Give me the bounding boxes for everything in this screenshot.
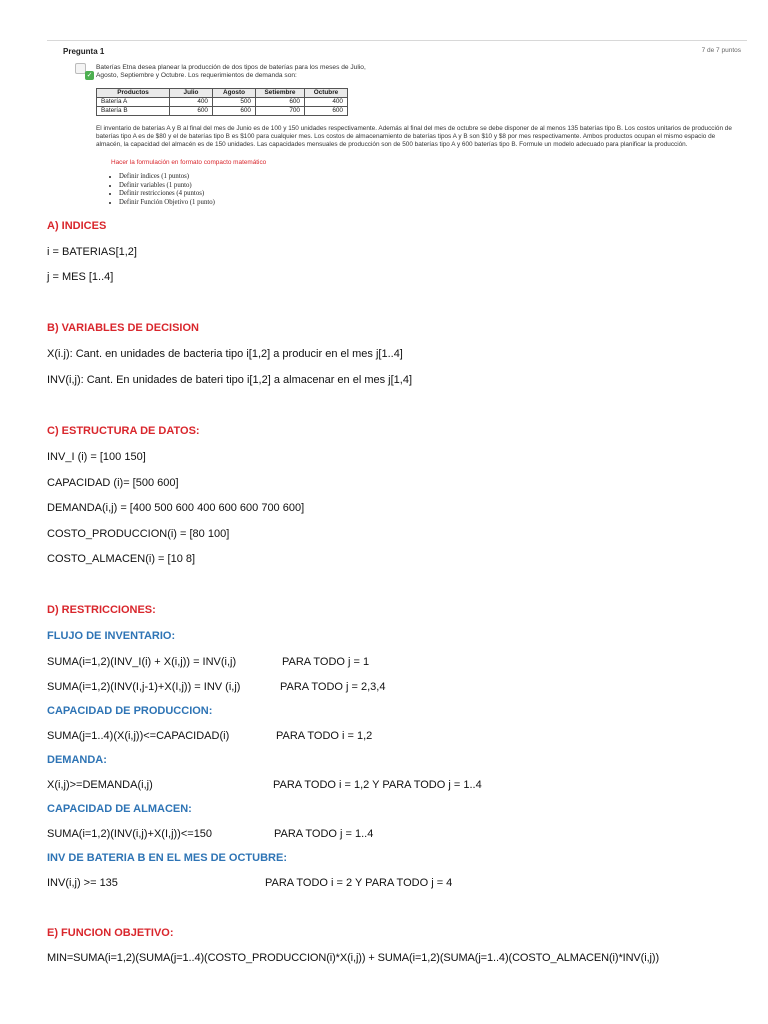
data-inv-i: INV_I (i) = [100 150] bbox=[47, 451, 146, 463]
table-header: Agosto bbox=[213, 89, 256, 98]
table-header: Productos bbox=[97, 89, 170, 98]
index-i: i = BATERIAS[1,2] bbox=[47, 246, 137, 258]
variable-inv: INV(i,j): Cant. En unidades de bateri tipo i[1,2] a almacenar en el mes j[1,4] bbox=[47, 374, 413, 386]
list-item: • Definir restricciones (4 puntos) bbox=[119, 190, 215, 199]
table-row bbox=[97, 107, 348, 116]
demanda-title: DEMANDA: bbox=[47, 754, 107, 766]
question-paragraph: El inventario de baterías A y B al final del mes de Junio es de 100 y 150 unidades respectivamente. Además al final del mes de octubre se debe disponer de al menos 135 baterías tipo B. Los costos unitarios de producción de baterías tipo A es de $80 y el de baterías tipo B es $100 para cualquier mes. Los costos de almacenamiento de baterías tipos A y B son $10 y $8 por mes respectivamente. Ambos productos ocupan el mismo espacio de almacén, la capacidad del almacén es de 150 unidades. Las capacidades mensuales de producción son de 500 baterías tipo A y 600 baterías tipo B. Formule un modelo adecuado para planificar la producción. bbox=[96, 125, 732, 148]
demanda-constraint: X(i,j)>=DEMANDA(i,j) bbox=[47, 779, 153, 791]
table-header: Julio bbox=[170, 89, 213, 98]
list-item: • Definir variables (1 punto) bbox=[119, 182, 215, 191]
demand-table bbox=[96, 88, 348, 116]
section-e-title: E) FUNCION OBJETIVO: bbox=[47, 927, 174, 939]
demanda-condition: PARA TODO i = 1,2 Y PARA TODO j = 1..4 bbox=[273, 779, 482, 791]
flujo-condition-1: PARA TODO j = 1 bbox=[282, 656, 370, 668]
table-cell: 600 bbox=[213, 107, 256, 116]
table-cell: 400 bbox=[170, 98, 213, 107]
section-a-title: A) INDICES bbox=[47, 220, 107, 232]
capacidad-constraint: SUMA(j=1..4)(X(i,j))<=CAPACIDAD(i) bbox=[47, 730, 230, 742]
almacen-title: CAPACIDAD DE ALMACEN: bbox=[47, 803, 192, 815]
flujo-title: FLUJO DE INVENTARIO: bbox=[47, 630, 176, 642]
data-capacidad: CAPACIDAD (i)= [500 600] bbox=[47, 477, 179, 489]
table-cell: 500 bbox=[213, 98, 256, 107]
list-item: • Definir índices (1 puntos) bbox=[119, 173, 215, 182]
table-cell: 700 bbox=[256, 107, 305, 116]
flujo-constraint-1: SUMA(i=1,2)(INV_I(i) + X(i,j)) = INV(i,j) bbox=[47, 656, 237, 668]
table-cell: Batería A bbox=[97, 98, 170, 107]
intro-line-1: Baterías Etna desea planear la producción de dos tipos de baterías para los meses de Julio, bbox=[96, 64, 366, 71]
data-costo-almacen: COSTO_ALMACEN(i) = [10 8] bbox=[47, 553, 196, 565]
checkmark-icon: ✓ bbox=[86, 72, 93, 79]
table-cell: 600 bbox=[305, 107, 348, 116]
section-c-title: C) ESTRUCTURA DE DATOS: bbox=[47, 425, 200, 437]
capacidad-condition: PARA TODO i = 1,2 bbox=[276, 730, 373, 742]
almacen-condition: PARA TODO j = 1..4 bbox=[274, 828, 374, 840]
capacidad-title: CAPACIDAD DE PRODUCCION: bbox=[47, 705, 213, 717]
table-header: Setiembre bbox=[256, 89, 305, 98]
question-intro bbox=[96, 64, 426, 80]
inv-bateria-b-condition: PARA TODO i = 2 Y PARA TODO j = 4 bbox=[265, 877, 453, 889]
table-cell: 600 bbox=[170, 107, 213, 116]
table-row bbox=[97, 98, 348, 107]
section-d-title: D) RESTRICCIONES: bbox=[47, 604, 156, 616]
index-j: j = MES [1..4] bbox=[47, 271, 114, 283]
table-header: Octubre bbox=[305, 89, 348, 98]
flujo-condition-2: PARA TODO j = 2,3,4 bbox=[280, 681, 386, 693]
flujo-constraint-2: SUMA(i=1,2)(INV(I,j-1)+X(I,j)) = INV (i,j) bbox=[47, 681, 241, 693]
intro-line-2: Agosto, Septiembre y Octubre. Los requerimientos de demanda son: bbox=[96, 72, 297, 79]
question-screenshot bbox=[47, 40, 747, 209]
variable-x: X(i.j): Cant. en unidades de bacteria tipo i[1,2] a producir en el mes j[1..4] bbox=[47, 348, 403, 360]
table-cell: Batería B bbox=[97, 107, 170, 116]
almacen-constraint: SUMA(i=1,2)(INV(i,j)+X(I,j))<=150 bbox=[47, 828, 213, 840]
inv-bateria-b-constraint: INV(i,j) >= 135 bbox=[47, 877, 118, 889]
data-demanda: DEMANDA(i,j) = [400 500 600 400 600 600 700 600] bbox=[47, 502, 305, 514]
inv-bateria-b-title: INV DE BATERIA B EN EL MES DE OCTUBRE: bbox=[47, 852, 287, 864]
list-item: • Definir Función Objetivo (1 punto) bbox=[119, 199, 215, 208]
data-costo-produccion: COSTO_PRODUCCION(i) = [80 100] bbox=[47, 528, 230, 540]
objective-function: MIN=SUMA(i=1,2)(SUMA(j=1..4)(COSTO_PRODUCCION(i)*X(i,j)) + SUMA(i=1,2)(SUMA(j=1..4)(COSTO_ALMACEN(i)*INV(i,j)) bbox=[47, 952, 660, 964]
red-note: Hacer la formulación en formato compacto matemático bbox=[111, 159, 267, 166]
question-title: Pregunta 1 bbox=[63, 47, 105, 56]
table-cell: 600 bbox=[256, 98, 305, 107]
grading-list bbox=[107, 173, 215, 207]
section-b-title: B) VARIABLES DE DECISION bbox=[47, 322, 199, 334]
question-points: 7 de 7 puntos bbox=[701, 47, 741, 54]
table-cell: 400 bbox=[305, 98, 348, 107]
table-header-row bbox=[97, 89, 348, 98]
